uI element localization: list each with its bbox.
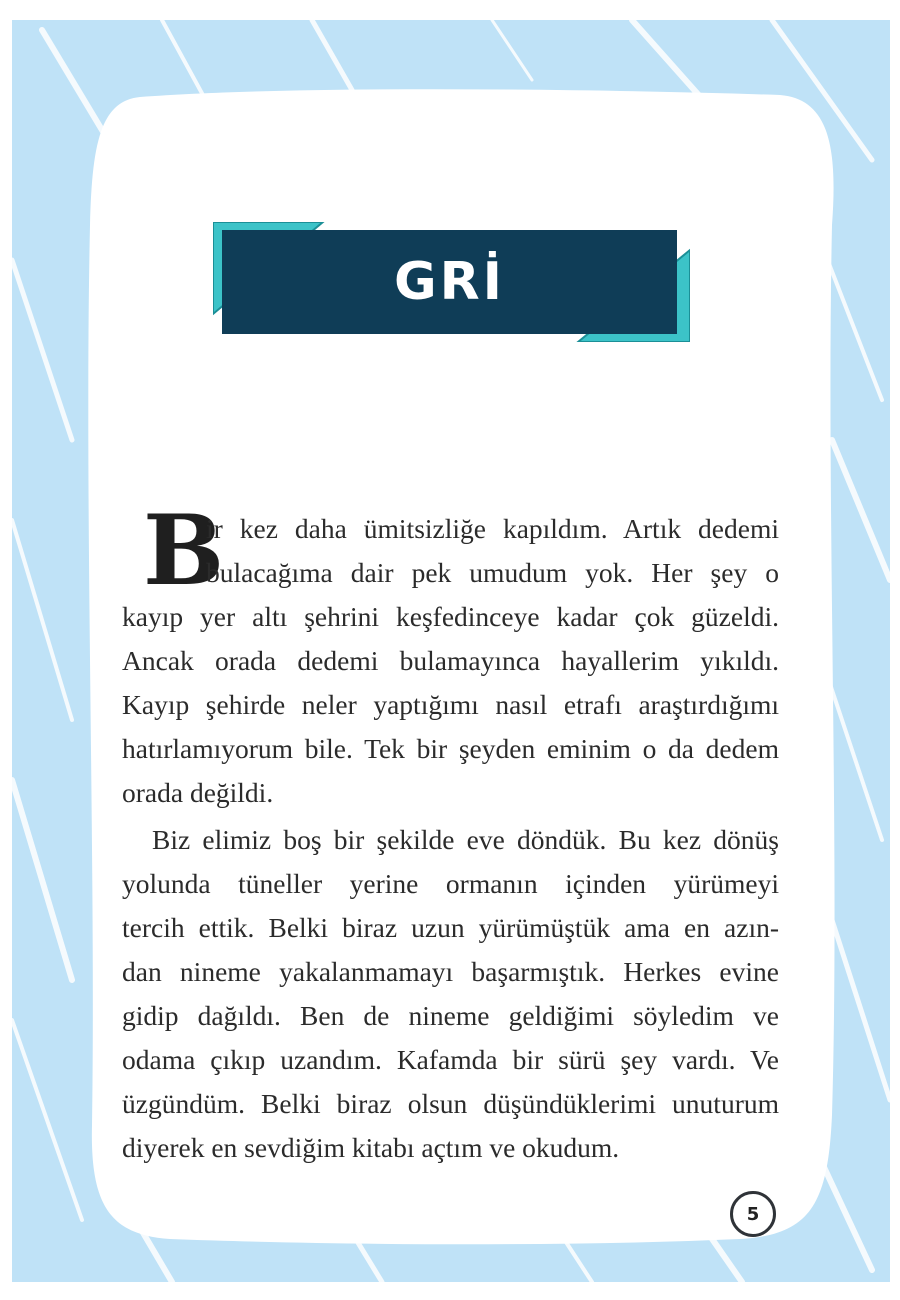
chapter-title: GRİ	[393, 252, 506, 312]
paragraph-2-line: gidip dağıldı. Ben de nineme geldiğimi söyledim ve	[122, 1000, 779, 1031]
paragraph-2-line: üzgündüm. Belki biraz olsun düşündüklerimi unuturum	[122, 1088, 779, 1119]
paragraph-2	[122, 818, 779, 1170]
paragraph-2-line: yolunda tüneller yerine ormanın içinden yürümeyi	[122, 868, 779, 899]
paragraph-1-line: ir kez daha ümitsizliğe kapıldım. Artık dedemi	[206, 513, 779, 544]
paragraph-2-line: Biz elimiz boş bir şekilde eve döndük. Bu kez dönüş	[152, 824, 779, 855]
paragraph-2-line: dan nineme yakalanmamayı başarmıştık. Herkes evine	[122, 956, 779, 987]
drop-cap: B	[143, 494, 225, 607]
paragraph-2-line: odama çıkıp uzandım. Kafamda bir sürü şey vardı. Ve	[122, 1044, 779, 1075]
paragraph-1-line: hatırlamıyorum bile. Tek bir şeyden eminim o da dedem	[122, 733, 779, 764]
paragraph-2-line: diyerek en sevdiğim kitabı açtım ve okudum.	[122, 1132, 620, 1163]
paragraph-1-line: Kayıp şehirde neler yaptığımı nasıl etrafı araştırdığımı	[122, 689, 779, 720]
paragraph-1-line: kayıp yer altı şehrini keşfedinceye kadar çok güzeldi.	[122, 601, 779, 632]
paragraph-1-line: orada değildi.	[122, 777, 274, 808]
paragraph-1-line: bulacağıma dair pek umudum yok. Her şey o	[206, 557, 779, 588]
paragraph-1	[122, 507, 779, 815]
paragraph-2-line: tercih ettik. Belki biraz uzun yürümüştük ama en azın-	[122, 912, 779, 943]
paragraph-1-line: Ancak orada dedemi bulamayınca hayallerim yıkıldı.	[122, 645, 779, 676]
page-number-badge: 5	[730, 1191, 776, 1237]
